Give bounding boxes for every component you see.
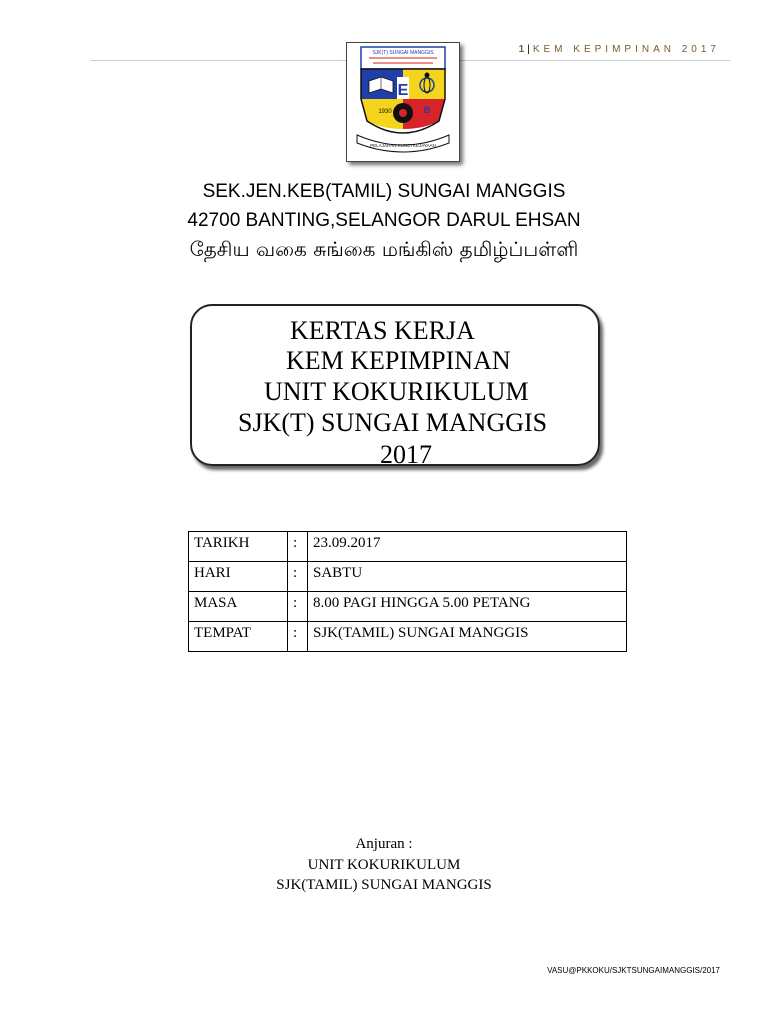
title-line-1: KERTAS KERJA — [290, 316, 475, 345]
row-key: TARIKH — [189, 532, 288, 562]
organizer-label: Anjuran : — [355, 836, 413, 852]
row-value: SABTU — [308, 562, 627, 592]
row-colon: : — [288, 592, 308, 622]
school-name: SEK.JEN.KEB(TAMIL) SUNGAI MANGGIS — [202, 181, 566, 202]
title-line-4: SJK(T) SUNGAI MANGGIS — [238, 408, 548, 437]
row-value: SJK(TAMIL) SUNGAI MANGGIS — [308, 622, 627, 652]
svg-text:E: E — [397, 82, 409, 99]
organizer-unit: UNIT KOKURIKULUM — [307, 857, 461, 873]
row-colon: : — [288, 532, 308, 562]
school-logo — [346, 42, 460, 162]
table-row — [189, 622, 627, 652]
title-line-5: 2017 — [380, 440, 432, 469]
svg-text:B: B — [423, 105, 431, 115]
crest-icon — [347, 43, 459, 161]
row-value: 23.09.2017 — [308, 532, 627, 562]
table-row — [189, 562, 627, 592]
school-address: 42700 BANTING,SELANGOR DARUL EHSAN — [187, 210, 581, 231]
info-table — [188, 531, 627, 652]
title-line-2: KEM KEPIMPINAN — [286, 346, 511, 375]
row-key: TEMPAT — [189, 622, 288, 652]
crest-top-text: SJK(T) SUNGAI MANGGIS — [372, 50, 434, 56]
organizer-school: SJK(TAMIL) SUNGAI MANGGIS — [276, 877, 492, 893]
school-name-tamil: தேசிய வகை சுங்கை மங்கிஸ் தமிழ்ப்பள்ளி — [189, 237, 579, 261]
row-colon: : — [288, 622, 308, 652]
title-line-3: UNIT KOKURIKULUM — [264, 377, 529, 406]
title-box — [190, 304, 600, 469]
document-reference: VASU@PKKOKU/SJKTSUNGAIMANGGIS/2017 — [547, 966, 720, 975]
row-colon: : — [288, 562, 308, 592]
table-row — [189, 532, 627, 562]
header-separator: | — [527, 44, 531, 55]
page-header — [519, 44, 720, 55]
crest-ribbon-text: PELAJARAN KUNCI KEJAYAAN — [370, 143, 436, 148]
table-row — [189, 592, 627, 622]
crest-year: 1930 — [378, 109, 392, 115]
row-key: MASA — [189, 592, 288, 622]
row-value: 8.00 PAGI HINGGA 5.00 PETANG — [308, 592, 627, 622]
page-number: 1 — [518, 44, 526, 55]
header-title: KEM KEPIMPINAN 2017 — [532, 44, 720, 55]
row-key: HARI — [189, 562, 288, 592]
